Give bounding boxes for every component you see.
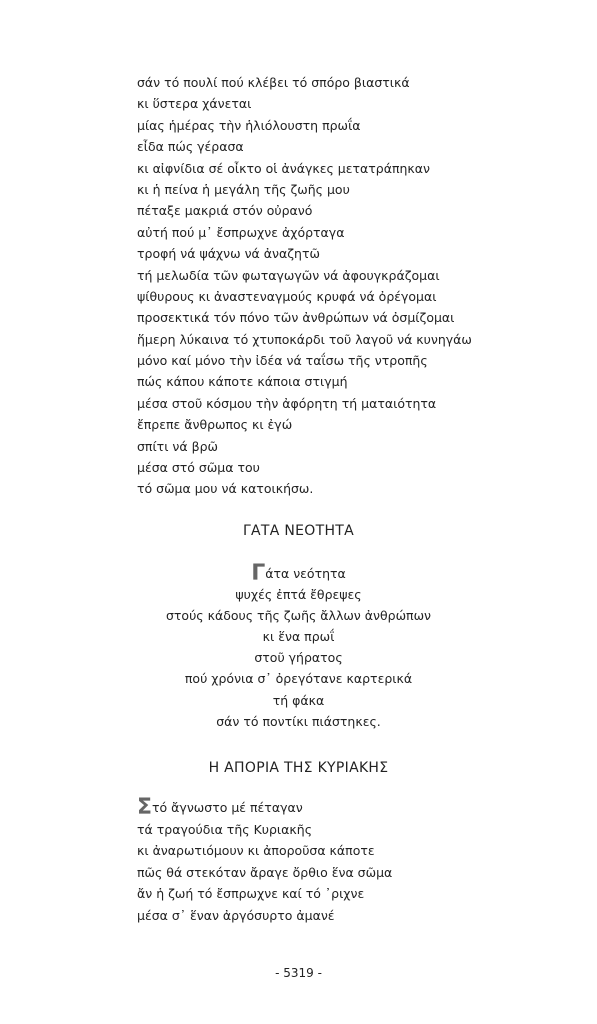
poem-gata-neotita [60, 563, 537, 732]
poem-line: ἔπρεπε ἄνθρωπος κι ἐγώ [137, 417, 293, 433]
poem-line: πώς κάπου κάποτε κάποια στιγμή [137, 374, 348, 390]
poem-line: σπίτι νά βρῶ [137, 438, 218, 454]
poem-line: προσεκτικά τόν πόνο τῶν ἀνθρώπων νά ὀσμίζομαι [137, 310, 455, 326]
poem-line: τή φάκα [272, 692, 325, 708]
poem-first-line-text: τό ἄγνωστο μέ πέταγαν [152, 800, 303, 815]
poem-line: κι ἕνα πρωΐ [262, 629, 335, 645]
poem-first-line [137, 797, 392, 819]
poem-line: σάν τό πουλί πού κλέβει τό σπόρο βιαστικά [137, 75, 410, 90]
poem-line: μέσα στό σῶμα του [137, 460, 260, 476]
poem-line: στοῦ γήρατος [254, 650, 343, 666]
poem-continued [137, 72, 472, 500]
poem-title-aporia-kyriakis: Η ΑΠΟΡΙΑ ΤΗΣ ΚΥΡΙΑΚΗΣ [208, 760, 389, 776]
poem-line: ψυχές ἐπτά ἔθρεψες [235, 587, 362, 603]
poem-line: μέσα σ᾿ ἕναν ἀργόσυρτο ἀμανέ [137, 907, 335, 923]
poem-first-line-text: άτα νεότητα [265, 566, 346, 581]
poem-first-line [60, 563, 537, 584]
page-number: - 5319 - [275, 966, 322, 980]
poem-line: κι αἰφνίδια σέ οἶκτο οἱ ἀνάγκες μετατράπηκαν [137, 160, 430, 176]
poem-line: εἶδα πώς γέρασα [137, 139, 244, 155]
poem-line: μέσα στοῦ κόσμου τὴν ἀφόρητη τή ματαιότητα [137, 395, 437, 411]
poem-line: μίας ἡμέρας τὴν ἡλιόλουστη πρωΐα [137, 117, 361, 133]
drop-cap: Σ [137, 795, 153, 820]
poem-line: ἥμερη λύκαινα τό χτυποκάρδι τοῦ λαγοῦ νά κυνηγάω [137, 331, 472, 347]
poem-line: πῶς θά στεκόταν ἄραγε ὄρθιο ἕνα σῶμα [137, 864, 393, 880]
poem-line: πέταξε μακριά στόν οὐρανό [137, 203, 313, 219]
poem-line: κι ὕστερα χάνεται [137, 96, 252, 112]
poem-title-gata-neotita: ΓΑΤΑ ΝΕΟΤΗΤΑ [242, 523, 355, 539]
poem-line: κι ἀναρωτιόμουν κι ἀποροῦσα κάποτε [137, 843, 375, 859]
poem-line: τή μελωδία τῶν φωταγωγῶν νά ἀφουγκράζομαι [137, 267, 440, 283]
poem-line: κι ἡ πείνα ἡ μεγάλη τῆς ζωῆς μου [137, 181, 350, 197]
poem-aporia-kyriakis [137, 797, 392, 927]
poem-line: τά τραγούδια τῆς Κυριακῆς [137, 821, 313, 837]
poem-line: αὐτή πού μ᾿ ἔσπρωχνε ἀχόρταγα [137, 224, 345, 240]
poem-line: μόνο καί μόνο τὴν ἰδέα νά ταΐσω τῆς ντροπῆς [137, 353, 428, 369]
poem-line: τροφή νά ψάχνω νά ἀναζητῶ [137, 246, 320, 262]
poem-line: σάν τό ποντίκι πιάστηκες. [216, 713, 381, 729]
poem-line: ψίθυρους κι ἀναστεναγμούς κρυφά νά ὀρέγομαι [137, 288, 437, 304]
poem-line: τό σῶμα μου νά κατοικήσω. [137, 481, 314, 497]
drop-cap: Γ [251, 561, 266, 586]
poem-line: πού χρόνια σ᾿ ὀρεγότανε καρτερικά [184, 671, 413, 687]
poem-line: ἄν ἡ ζωή τό ἔσπρωχνε καί τό ᾿ριχνε [137, 886, 365, 902]
poem-line: στούς κάδους τῆς ζωῆς ἄλλων ἀνθρώπων [165, 608, 432, 624]
